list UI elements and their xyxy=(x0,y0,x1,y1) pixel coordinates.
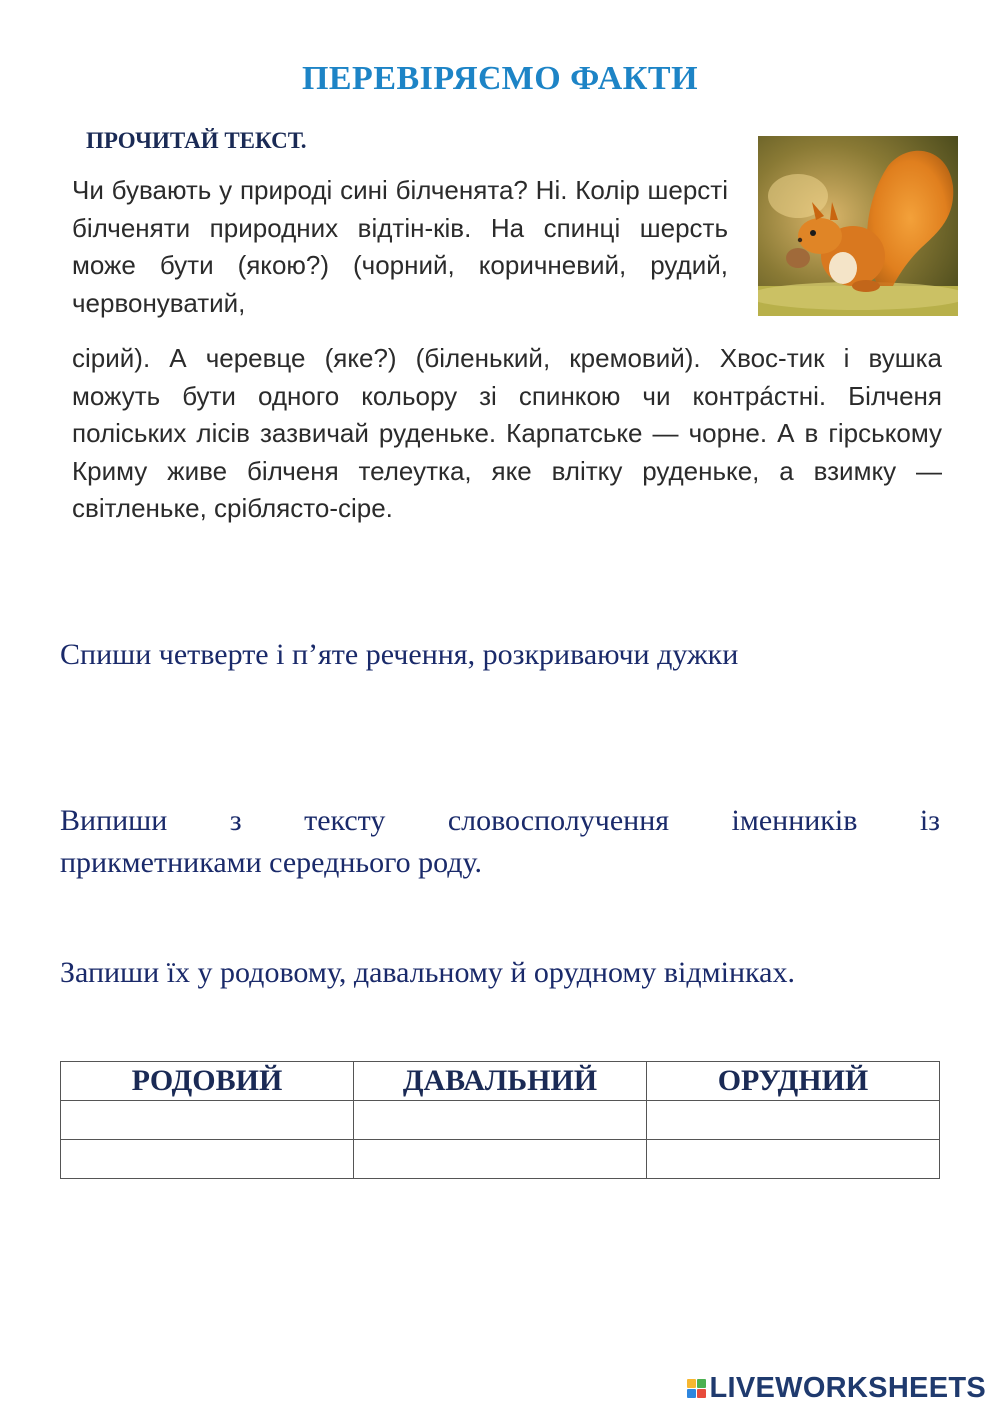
logo-square xyxy=(697,1389,706,1398)
task-word: Випиши xyxy=(60,804,168,837)
page-title: ПЕРЕВІРЯЄМО ФАКТИ xyxy=(301,60,699,97)
task-write-phrases xyxy=(60,800,940,884)
logo-square xyxy=(697,1379,706,1388)
squirrel-image xyxy=(758,136,958,316)
header-instrumental: ОРУДНИЙ xyxy=(647,1062,940,1101)
header-genitive: РОДОВИЙ xyxy=(61,1062,354,1101)
task-word: з xyxy=(229,804,242,837)
task-write-phrases-line2: прикметниками середнього роду. xyxy=(60,846,483,879)
logo-square xyxy=(687,1379,696,1388)
liveworksheets-logo-icon xyxy=(687,1379,706,1398)
task-rewrite-sentences: Спиши четверте і п’яте речення, розкриваючи дужки xyxy=(60,638,739,671)
reading-text-top: Чи бувають у природі сині білченята? Ні. Колір шерсті білченяти природних відтін-ків. На спинці шерсть може бути (якою?) (чорний, коричневий, рудий, червонуватий, xyxy=(72,175,728,318)
task-write-phrases-line1 xyxy=(60,800,940,842)
answer-cell[interactable] xyxy=(354,1140,647,1179)
task-word: іменників xyxy=(731,804,858,837)
answer-cell[interactable] xyxy=(61,1140,354,1179)
logo-square xyxy=(687,1389,696,1398)
logo-text: LIVEWORKSHEETS xyxy=(709,1372,986,1404)
task-word: із xyxy=(919,804,940,837)
reading-text-bottom: сірий). А черевце (яке?) (біленький, кремовий). Хвос-тик і вушка можуть бути одного кольору зі спинкою чи контрáстні. Білченя поліських лісів зазвичай руденьке. Карпатське — чорне. А в гірському Криму живе білченя телеутка, яке влітку руденьке, а взимку — світленьке, сріблясто-сіре. xyxy=(72,343,942,523)
table-row xyxy=(61,1101,940,1140)
answer-cell[interactable] xyxy=(647,1101,940,1140)
cases-table xyxy=(60,1061,940,1179)
table-header-row xyxy=(61,1062,940,1101)
answer-cell[interactable] xyxy=(354,1101,647,1140)
task-decline-cases: Запиши їх у родовому, давальному й орудному відмінках. xyxy=(60,956,795,989)
answer-cell[interactable] xyxy=(61,1101,354,1140)
answer-cell[interactable] xyxy=(647,1140,940,1179)
instruction-heading: ПРОЧИТАЙ ТЕКСТ. xyxy=(86,128,307,153)
squirrel-photo xyxy=(758,136,958,316)
header-dative: ДАВАЛЬНИЙ xyxy=(354,1062,647,1101)
task-word: словосполучення xyxy=(447,804,670,837)
table-row xyxy=(61,1140,940,1179)
liveworksheets-logo xyxy=(687,1372,987,1405)
task-word: тексту xyxy=(304,804,386,837)
